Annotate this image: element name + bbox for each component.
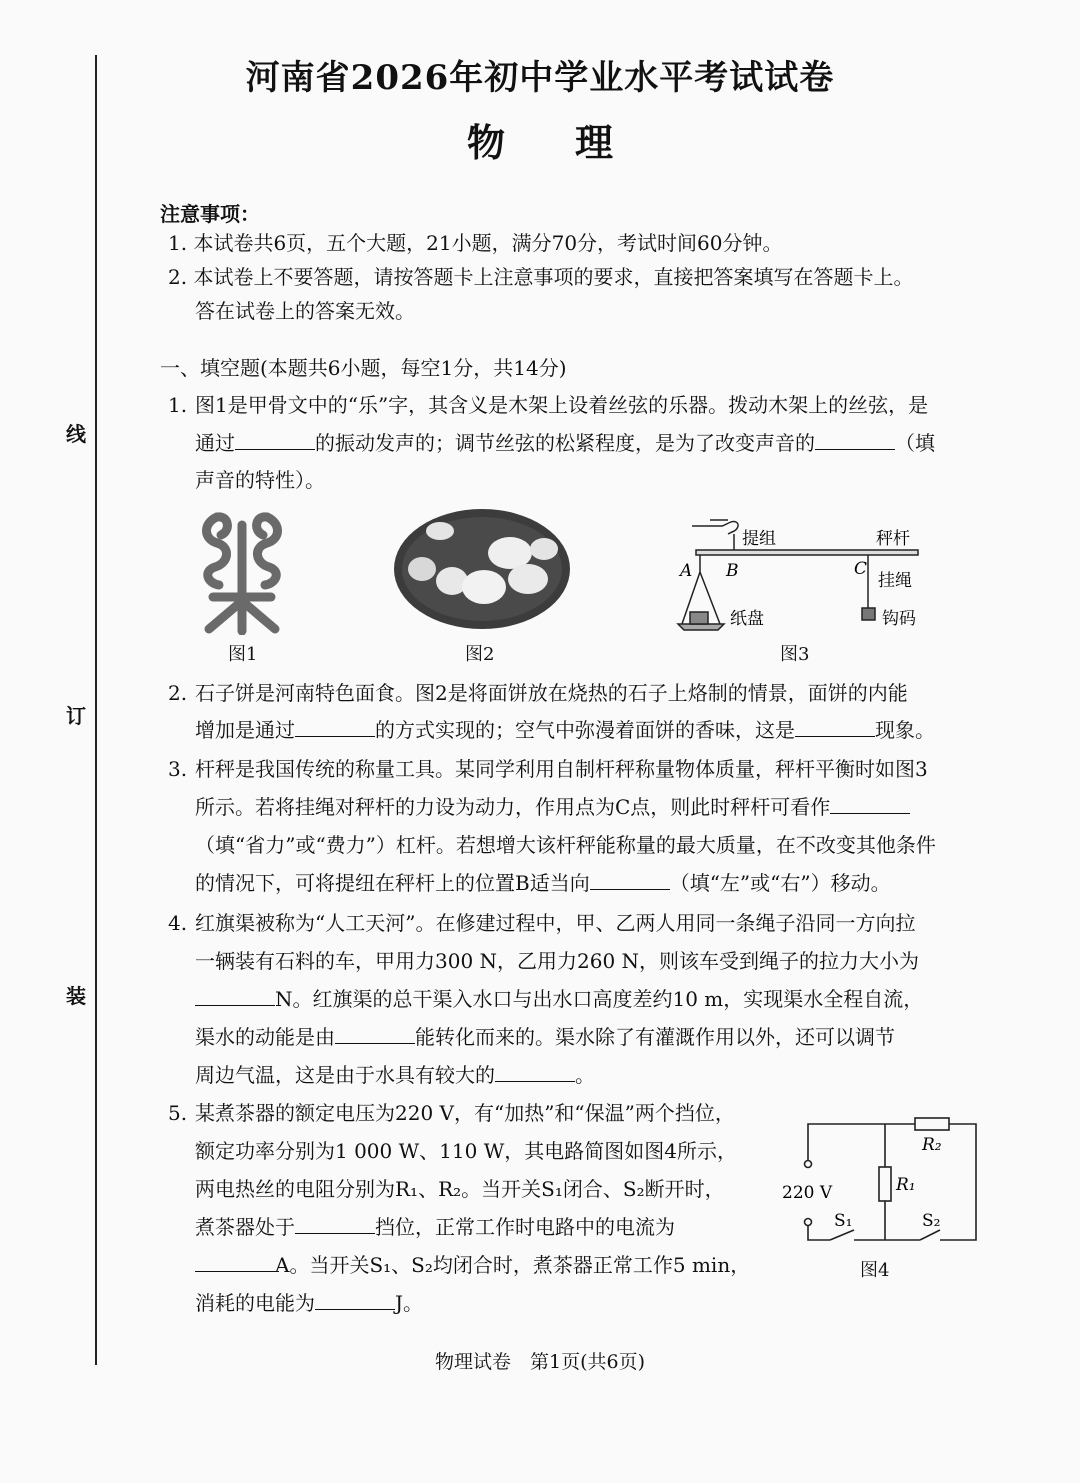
q5-text-c: A。当开关S₁、S₂均闭合时，煮茶器正常工作5 min， — [275, 1253, 751, 1277]
binding-line — [95, 55, 97, 1365]
q3-line3: （填“省力”或“费力”）杠杆。若想增大该杆秤能称量的最大质量，在不改变其他条件 — [195, 833, 936, 857]
q3-text-b: 的情况下，可将提纽在秤杆上的位置B适当向 — [195, 871, 590, 895]
fig3-label-a: A — [680, 561, 693, 581]
answer-blank[interactable] — [195, 1253, 275, 1272]
fig3-label-guasheng: 挂绳 — [878, 571, 912, 591]
fig4-label-s1: S₁ — [834, 1211, 853, 1231]
fig1-caption: 图1 — [228, 644, 258, 665]
fig3-label-b: B — [726, 561, 739, 581]
q3-text-c: （填“左”或“右”）移动。 — [669, 871, 891, 895]
q4-text-e: 。 — [575, 1063, 595, 1087]
q1-line3: 声音的特性）。 — [195, 468, 325, 492]
fig4-label-r2: R₂ — [922, 1135, 942, 1155]
fig2-caption: 图2 — [465, 644, 495, 665]
q5-line5 — [195, 1252, 750, 1278]
fig3-label-tizu: 提组 — [742, 529, 776, 549]
section-heading: 一、填空题(本题共6小题，每空1分，共14分) — [160, 356, 567, 380]
notice-item-2: 2. 本试卷上不要答题，请按答题卡上注意事项的要求，直接把答案填写在答题卡上。 — [168, 265, 914, 289]
q2-text-c: 现象。 — [875, 718, 935, 742]
q1-line2 — [195, 430, 935, 456]
answer-blank[interactable] — [815, 431, 895, 450]
q4-line1: 红旗渠被称为“人工天河”。在修建过程中，甲、乙两人用同一条绳子沿同一方向拉 — [195, 911, 916, 935]
q3-line2 — [195, 794, 910, 820]
fig4-caption: 图4 — [860, 1260, 890, 1281]
answer-blank[interactable] — [195, 987, 275, 1006]
q1-text-a: 通过 — [195, 431, 235, 455]
q5-line3: 两电热丝的电阻分别为R₁、R₂。当开关S₁闭合、S₂断开时， — [195, 1177, 725, 1201]
q4-number: 4. — [168, 911, 188, 935]
q5-number: 5. — [168, 1101, 188, 1125]
answer-blank[interactable] — [795, 718, 875, 737]
fig3-label-gouma: 钩码 — [882, 609, 916, 629]
subject-title: 物理 — [466, 120, 683, 165]
q4-line2: 一辆装有石料的车，甲用力300 N，乙用力260 N，则该车受到绳子的拉力大小为 — [195, 949, 920, 973]
q2-text-a: 增加是通过 — [195, 718, 295, 742]
q4-text-b: 渠水的动能是由 — [195, 1025, 335, 1049]
q1-text-c: （填 — [895, 431, 935, 455]
q3-line1: 杆秤是我国传统的称量工具。某同学利用自制杆秤称量物体质量，秤杆平衡时如图3 — [195, 757, 928, 781]
q5-text-b: 挡位，正常工作时电路中的电流为 — [375, 1215, 675, 1239]
fig3-label-chenggan: 秤杆 — [876, 529, 910, 549]
q5-line2: 额定功率分别为1 000 W、110 W，其电路简图如图4所示， — [195, 1139, 737, 1163]
q1-number: 1. — [168, 393, 188, 417]
answer-blank[interactable] — [335, 1025, 415, 1044]
q4-text-d: 周边气温，这是由于水具有较大的 — [195, 1063, 495, 1087]
fig3-label-c: C — [854, 559, 868, 579]
q5-line1: 某煮茶器的额定电压为220 V，有“加热”和“保温”两个挡位， — [195, 1101, 735, 1125]
margin-char-zhuang: 装 — [66, 984, 86, 1008]
q3-number: 3. — [168, 757, 188, 781]
steelyard-diagram — [670, 512, 940, 642]
q4-text-c: 能转化而来的。渠水除了有灌溉作用以外，还可以调节 — [415, 1025, 895, 1049]
q5-text-e: J。 — [395, 1291, 424, 1315]
q4-line3 — [195, 986, 923, 1012]
fig4-label-r1: R₁ — [896, 1175, 916, 1195]
fig4-label-s2: S₂ — [922, 1211, 941, 1231]
q2-number: 2. — [168, 681, 188, 705]
q5-text-d: 消耗的电能为 — [195, 1291, 315, 1315]
q2-line2 — [195, 717, 935, 743]
margin-char-ding: 订 — [66, 704, 86, 728]
q2-line1: 石子饼是河南特色面食。图2是将面饼放在烧热的石子上烙制的情景，面饼的内能 — [195, 681, 908, 705]
q4-line4 — [195, 1024, 895, 1050]
circuit-diagram — [780, 1112, 985, 1252]
q2-text-b: 的方式实现的；空气中弥漫着面饼的香味，这是 — [375, 718, 795, 742]
q4-line5 — [195, 1062, 595, 1088]
stone-cake-photo — [392, 507, 572, 632]
answer-blank[interactable] — [295, 1215, 375, 1234]
q5-line4 — [195, 1214, 675, 1240]
margin-char-xian: 线 — [66, 422, 86, 446]
notice-item-2-cont: 答在试卷上的答案无效。 — [195, 299, 415, 323]
page-footer: 物理试卷 第1页(共6页) — [434, 1351, 645, 1373]
q1-line1: 图1是甲骨文中的“乐”字，其含义是木架上设着丝弦的乐器。拨动木架上的丝弦，是 — [195, 393, 929, 417]
answer-blank[interactable] — [495, 1063, 575, 1082]
q4-text-a: N。红旗渠的总干渠入水口与出水口高度差约10 m，实现渠水全程自流， — [275, 987, 924, 1011]
notice-heading: 注意事项： — [160, 202, 260, 226]
fig3-label-zhipan: 纸盘 — [730, 609, 764, 629]
exam-title: 河南省2026年初中学业水平考试试卷 — [245, 58, 835, 98]
answer-blank[interactable] — [315, 1291, 395, 1310]
answer-blank[interactable] — [235, 431, 315, 450]
q5-line6 — [195, 1290, 423, 1316]
fig3-caption: 图3 — [780, 644, 810, 665]
q1-text-b: 的振动发声的；调节丝弦的松紧程度，是为了改变声音的 — [315, 431, 815, 455]
answer-blank[interactable] — [295, 718, 375, 737]
oracle-bone-yue-figure — [195, 505, 290, 635]
answer-blank[interactable] — [590, 871, 670, 890]
notice-item-1: 1. 本试卷共6页，五个大题，21小题，满分70分，考试时间60分钟。 — [168, 231, 783, 255]
q3-text-a: 所示。若将挂绳对秤杆的力设为动力，作用点为C点，则此时秤杆可看作 — [195, 795, 831, 819]
fig4-label-voltage: 220 V — [782, 1183, 833, 1203]
answer-blank[interactable] — [830, 795, 910, 814]
q3-line4 — [195, 870, 891, 896]
q5-text-a: 煮茶器处于 — [195, 1215, 295, 1239]
